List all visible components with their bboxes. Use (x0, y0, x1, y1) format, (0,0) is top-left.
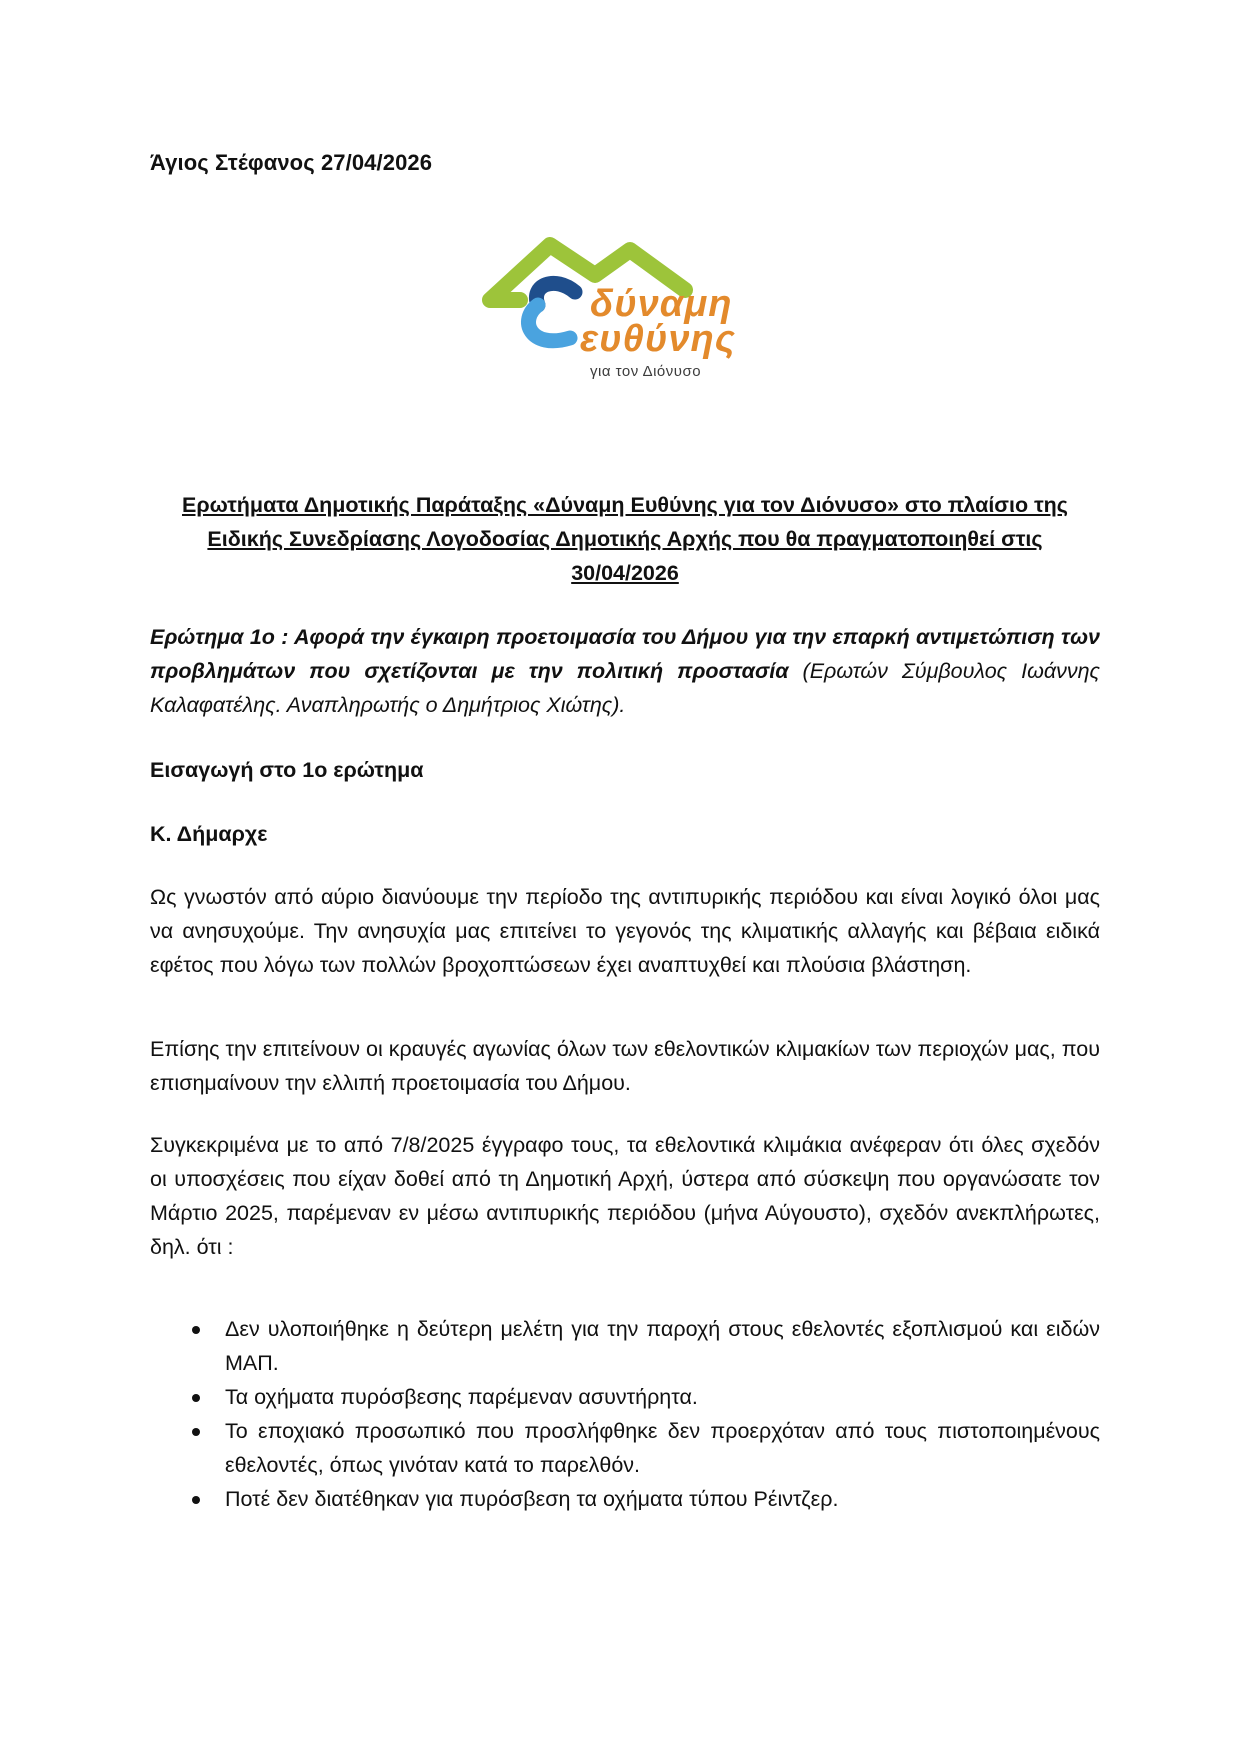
paragraph-2: Επίσης την επιτείνουν οι κραυγές αγωνίας όλων των εθελοντικών κλιμακίων των περιοχών μας, που επισημαίνουν την ελλιπή προετοιμασία του Δήμου. (150, 1037, 1100, 1095)
paragraph-1: Ως γνωστόν από αύριο διανύουμε την περίοδο της αντιπυρικής περιόδου και είναι λογικό όλοι μας να ανησυχούμε. Την ανησυχία μας επιτείνει το γεγονός της κλιματικής αλλαγής και βέβαια ειδικά εφέτος που λόγω των πολλών βροχοπτώσεων έχει αναπτυχθεί και πλούσια βλάστηση. (150, 885, 1100, 977)
title-line-2: Ειδικής Συνεδρίασης Λογοδοσίας Δημοτικής Αρχής που θα πραγματοποιηθεί στις (207, 527, 1043, 551)
paragraph-3: Συγκεκριμένα με το από 7/8/2025 έγγραφο τους, τα εθελοντικά κλιμάκια ανέφεραν ότι όλες σχεδόν οι υποσχέσεις που είχαν δοθεί από τη Δημοτική Αρχή, ύστερα από σύσκεψη που οργανώσατε τον Μάρτιο 2025, παρέμεναν εν μέσω αντιπυρικής περιόδου (μήνα Αύγουστο), σχεδόν ανεκπλήρωτες, δηλ. ότι : (150, 1133, 1100, 1259)
list-item: Ποτέ δεν διατέθηκαν για πυρόσβεση τα οχήματα τύπου Ρέιντζερ. (150, 1482, 1100, 1516)
date-line: Άγιος Στέφανος 27/04/2026 (150, 150, 433, 175)
question-1-speakers: (Ερωτών Σύμβουλος Ιωάννης Καλαφατέλης. Αναπληρωτής ο Δημήτριος Χιώτης). (150, 659, 1100, 717)
logo-subtitle: για τον Διόνυσο (590, 363, 702, 380)
bullet-icon (192, 1496, 200, 1504)
bullet-list (150, 1312, 1100, 1516)
title-line-1: Ερωτήματα Δημοτικής Παράταξης «Δύναμη Ευθύνης για τον Διόνυσο» στο πλαίσιο της (182, 493, 1068, 517)
question-1-heading: Ερώτημα 1ο : Αφορά την έγκαιρη προετοιμασία του Δήμου για την επαρκή αντιμετώπιση των προβλημάτων που σχετίζονται με την πολιτική προστασία (150, 625, 1100, 683)
salutation: Κ. Δήμαρχε (150, 822, 268, 846)
question-1 (150, 620, 1100, 722)
title-line-3: 30/04/2026 (571, 561, 679, 585)
list-item: Τα οχήματα πυρόσβεσης παρέμεναν ασυντήρητα. (150, 1380, 1100, 1414)
logo-word-dynami: δύναμη (590, 283, 733, 325)
logo-word-efthynis: ευθύνης (580, 318, 736, 360)
list-item: Το εποχιακό προσωπικό που προσλήφθηκε δεν προερχόταν από τους πιστοποιημένους εθελοντές, όπως γινόταν κατά το παρελθόν. (150, 1414, 1100, 1482)
intro-heading: Εισαγωγή στο 1ο ερώτημα (150, 758, 424, 782)
bullet-icon (192, 1428, 200, 1436)
party-logo (480, 220, 770, 390)
list-item: Δεν υλοποιήθηκε η δεύτερη μελέτη για την παροχή στους εθελοντές εξοπλισμού και ειδών ΜΑΠ. (150, 1312, 1100, 1380)
bullet-icon (192, 1394, 200, 1402)
bullet-icon (192, 1326, 200, 1334)
document-title (150, 488, 1100, 590)
